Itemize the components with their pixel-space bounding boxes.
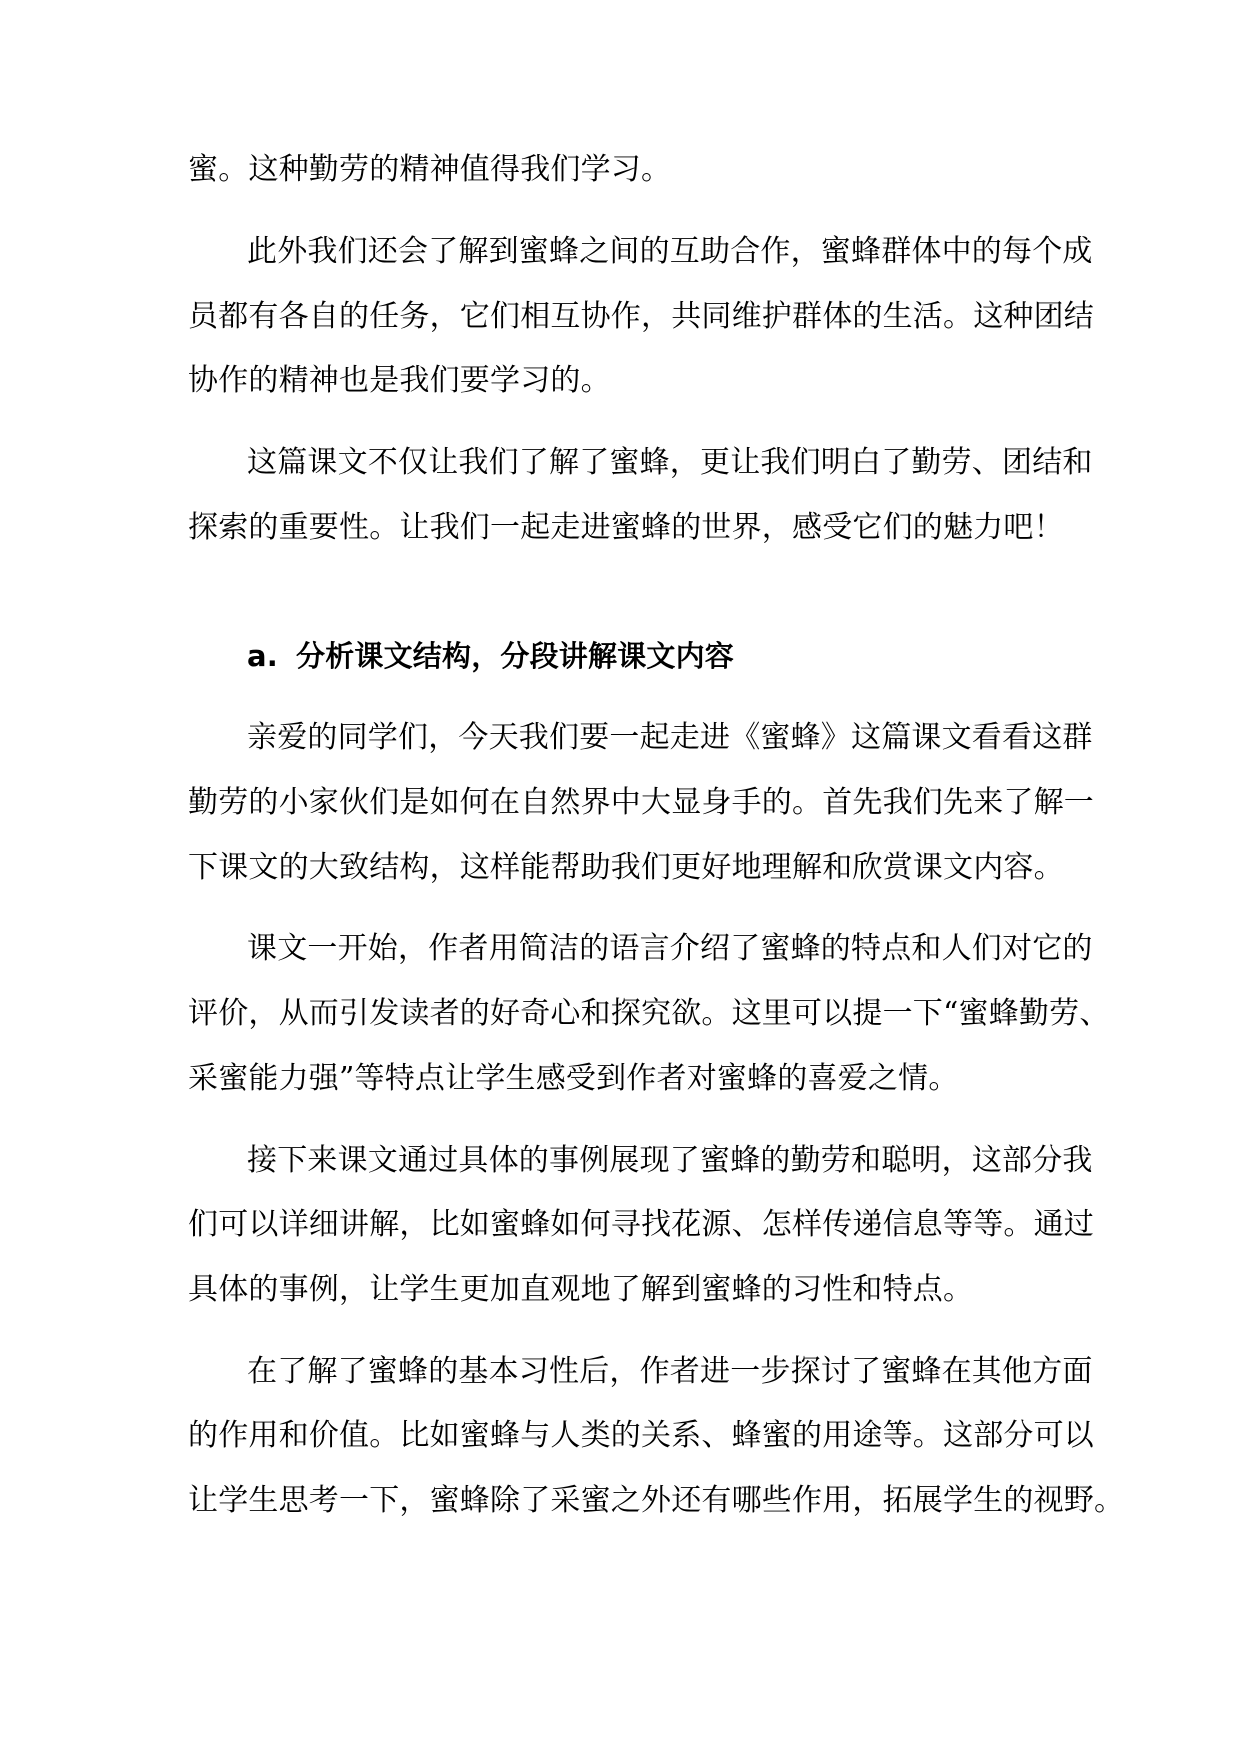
paragraph-line: 在了解了蜜蜂的基本习性后，作者进一步探讨了蜜蜂在其他方面 [247,1354,1093,1389]
paragraph-line: 下课文的大致结构，这样能帮助我们更好地理解和欣赏课文内容。 [188,850,1064,885]
paragraph-line: 勤劳的小家伙们是如何在自然界中大显身手的。首先我们先来了解一 [188,785,1094,820]
paragraph-line: 课文一开始，作者用简洁的语言介绍了蜜蜂的特点和人们对它的 [247,931,1093,966]
paragraph-line: 这篇课文不仅让我们了解了蜜蜂，更让我们明白了勤劳、团结和 [247,445,1093,480]
paragraph-line: 让学生思考一下，蜜蜂除了采蜜之外还有哪些作用，拓展学生的视野。 [188,1483,1125,1518]
section-heading-marker: a. [247,639,278,673]
paragraph-line: 们可以详细讲解，比如蜜蜂如何寻找花源、怎样传递信息等等。通过 [188,1207,1094,1242]
section-heading-text: 分析课文结构，分段讲解课文内容 [296,639,735,673]
paragraph-line: 接下来课文通过具体的事例展现了蜜蜂的勤劳和聪明，这部分我 [247,1143,1093,1178]
paragraph-line: 协作的精神也是我们要学习的。 [188,363,611,398]
paragraph-line: 采蜜能力强”等特点让学生感受到作者对蜜蜂的喜爱之情。 [188,1061,959,1096]
paragraph-line: 亲爱的同学们，今天我们要一起走进《蜜蜂》这篇课文看看这群 [247,720,1093,755]
paragraph-line: 此外我们还会了解到蜜蜂之间的互助合作，蜜蜂群体中的每个成 [247,234,1093,269]
paragraph-line: 探索的重要性。让我们一起走进蜜蜂的世界，感受它们的魅力吧！ [188,510,1064,545]
paragraph-line: 评价，从而引发读者的好奇心和探究欲。这里可以提一下“蜜蜂勤劳、 [188,996,1110,1031]
paragraph-line: 员都有各自的任务，它们相互协作，共同维护群体的生活。这种团结 [188,299,1094,334]
paragraph-line: 的作用和价值。比如蜜蜂与人类的关系、蜂蜜的用途等。这部分可以 [188,1418,1094,1453]
paragraph-line: 蜜。这种勤劳的精神值得我们学习。 [188,152,672,187]
section-heading [247,626,1068,686]
paragraph-line: 具体的事例，让学生更加直观地了解到蜜蜂的习性和特点。 [188,1272,974,1307]
